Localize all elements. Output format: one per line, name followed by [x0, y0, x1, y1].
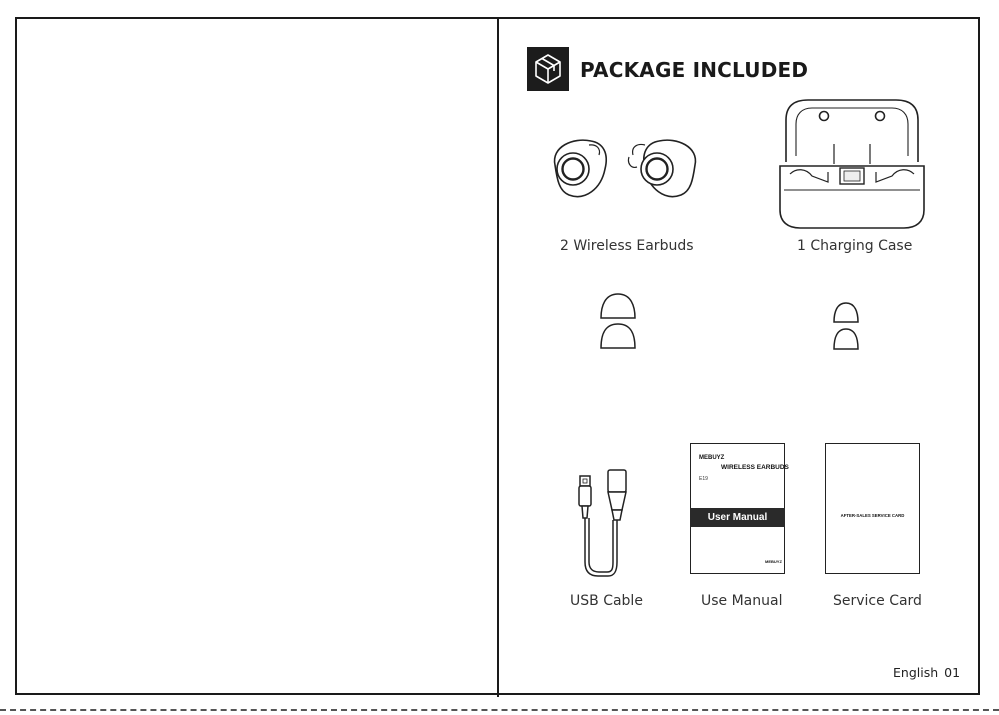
manual-brand: MEBUYZ — [699, 455, 725, 461]
manual-banner: User Manual — [690, 508, 785, 527]
manual-model: E19 — [699, 476, 708, 482]
package-box-icon — [527, 47, 569, 91]
service-card-text: AFTER-SALES SERVICE CARD — [840, 513, 905, 518]
center-fold-divider — [497, 17, 499, 697]
footer-language: English — [893, 665, 939, 680]
manual-brand-footer: MEBUYZ — [765, 559, 782, 564]
page-footer — [893, 665, 960, 680]
earbuds-illustration — [545, 135, 705, 205]
charging-case-caption: 1 Charging Case — [797, 238, 913, 254]
service-card — [825, 443, 920, 574]
service-card-caption: Service Card — [833, 593, 922, 609]
page-title: PACKAGE INCLUDED — [580, 58, 809, 82]
usb-cable-caption: USB Cable — [570, 593, 643, 609]
usb-cable-illustration — [572, 466, 638, 580]
page-number: 01 — [944, 665, 961, 680]
user-manual-caption: Use Manual — [701, 593, 783, 609]
cut-line — [0, 709, 999, 711]
earbuds-caption: 2 Wireless Earbuds — [560, 238, 694, 254]
ear-tips-large-icon — [597, 292, 639, 352]
charging-case-illustration — [778, 98, 926, 230]
manual-product: WIRELESS EARBUDS — [721, 464, 789, 471]
ear-tips-small-icon — [831, 301, 861, 351]
user-manual-booklet — [690, 443, 789, 574]
